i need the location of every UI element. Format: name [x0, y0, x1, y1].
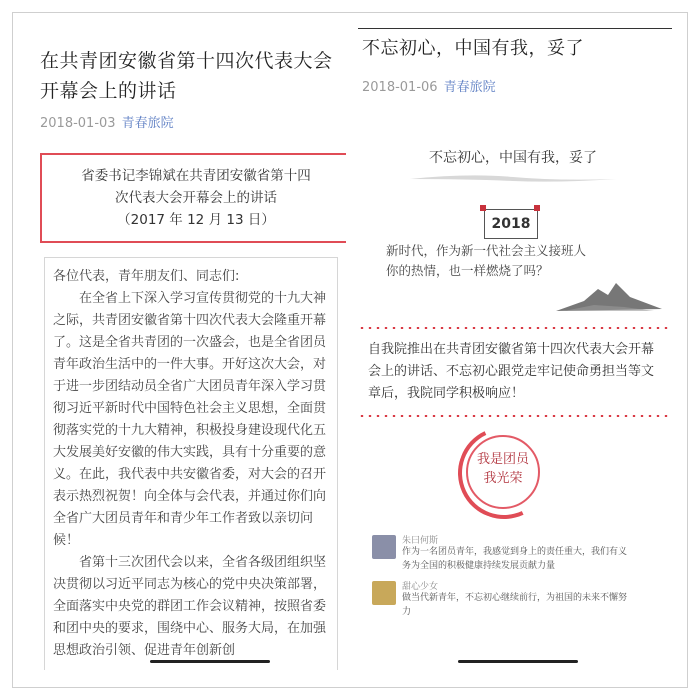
decor-dot — [534, 205, 540, 211]
commenter-name: 甜心少女 — [402, 582, 439, 592]
home-indicator[interactable] — [150, 660, 270, 663]
article-title: 不忘初心，中国有我，妥了 — [362, 38, 584, 59]
paragraph: 省第十三次团代会以来，全省各级团组织坚决贯彻以习近平同志为核心的党中央决策部署，全面落实中央党的群团工作会议精神，按照省委和团中央的要求，围绕中心、服务大局，在加强思想政治引领、促进青年创新创 — [53, 555, 327, 658]
comment-item[interactable] — [372, 533, 672, 579]
publish-date: 2018-01-03 — [40, 116, 116, 131]
publish-date: 2018-01-06 — [362, 80, 438, 95]
speech-date: （2017 年 12 月 13 日） — [117, 212, 275, 228]
comment-item[interactable] — [372, 579, 672, 625]
account-link[interactable]: 青春旅院 — [443, 80, 496, 95]
speech-body — [44, 257, 338, 670]
ink-brush-stroke — [408, 171, 618, 185]
banner-title: 不忘初心，中国有我，妥了 — [429, 150, 597, 166]
comment-text: 作为一名团员青年，我感觉到身上的责任重大，我们有义务为全国的积极健康持续发展贡献力量 — [402, 547, 628, 571]
badge-line: 我光荣 — [483, 471, 523, 486]
speech-title-line: 次代表大会开幕会上的讲话 — [115, 190, 277, 206]
commenter-name: 朱曰何斯 — [402, 536, 439, 546]
member-circle-badge — [466, 435, 540, 509]
account-link[interactable]: 青春旅院 — [121, 116, 174, 131]
left-article — [30, 28, 346, 670]
notice-text: 自我院推出在共青团安徽省第十四次代表大会开幕会上的讲话、不忘初心跟党走牢记使命勇担当等文章后，我院同学积极响应！ — [368, 342, 655, 401]
right-article — [358, 28, 672, 670]
article-meta — [40, 112, 346, 131]
decor-dot — [480, 205, 486, 211]
badge-line: 我是团员 — [476, 452, 529, 467]
comment-text: 做当代新青年，不忘初心继续前行，为祖国的未来不懈努力 — [402, 593, 628, 617]
paragraph: 在全省上下深入学习宣传贯彻党的十九大神之际，共青团安徽省第十四次代表大会隆重开幕了。这是全省共青团的一次盛会，也是全省团员青年政治生活中的一件大事。开好这次大会，对于进一步团结动员全省广大团员青年深入学习贯彻习近平新时代中国特色社会主义思想，全面贯彻落实党的十九大精神，积极投身建设现代化五大发展美好安徽的伟大实践，具有十分重要的意义。在此，我代表中共安徽省委，对大会的召开表示热烈祝贺！向全体与会代表，并通过你们向全省广大团员青年和青少年工作者致以亲切问候！ — [53, 291, 327, 548]
greeting: 各位代表，青年朋友们、同志们: — [53, 269, 240, 284]
avatar — [372, 581, 396, 605]
slogan-line: 新时代，作为新一代社会主义接班人 — [386, 243, 587, 258]
banner-image — [358, 101, 672, 317]
badge-section — [358, 421, 672, 533]
red-dotted-divider — [358, 415, 672, 417]
top-divider — [358, 28, 672, 29]
slogan-line: 你的热情，也一样燃烧了吗？ — [386, 263, 549, 278]
mountain-illustration — [554, 277, 664, 313]
year-badge — [484, 209, 538, 239]
article-meta — [362, 76, 672, 95]
year-label: 2018 — [491, 216, 531, 232]
home-indicator[interactable] — [458, 660, 578, 663]
slogan — [386, 241, 656, 281]
speech-title-line: 省委书记李锦斌在共青团安徽省第十四 — [81, 168, 311, 184]
article-title: 在共青团安徽省第十四次代表大会开幕会上的讲话 — [40, 50, 333, 102]
speech-title-box — [40, 153, 346, 243]
red-dotted-divider — [358, 327, 672, 329]
avatar — [372, 535, 396, 559]
